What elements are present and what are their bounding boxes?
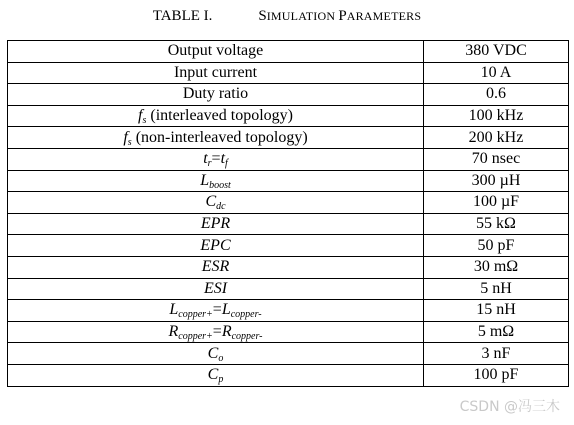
parameter-name — [8, 170, 424, 192]
parameter-value: 10 A — [424, 62, 569, 84]
parameter-name — [8, 127, 424, 149]
csdn-watermark: CSDN @冯三木 — [459, 399, 560, 415]
parameter-value: 380 VDC — [424, 41, 569, 63]
parameter-suffix: (interleaved topology) — [146, 107, 293, 125]
table-row — [8, 343, 569, 365]
table-row — [8, 213, 569, 235]
table-caption — [0, 7, 574, 25]
parameter-value: 100 kHz — [424, 105, 569, 127]
parameter-symbol-2: L — [221, 301, 231, 319]
parameter-subscript-2: copper- — [231, 331, 263, 343]
parameter-symbol-2: R — [221, 323, 232, 341]
parameter-symbol-2: t — [220, 150, 226, 168]
equals-sign: = — [212, 323, 222, 341]
parameter-subscript: p — [218, 374, 224, 386]
parameter-value: 70 nsec — [424, 148, 569, 170]
parameter-label: EPC — [200, 236, 231, 254]
parameter-symbol: f — [123, 128, 128, 146]
parameter-value: 30 mΩ — [424, 256, 569, 278]
table-row — [8, 148, 569, 170]
parameter-subscript: o — [218, 352, 224, 364]
parameter-label: EPR — [200, 215, 231, 233]
parameter-value: 3 nF — [424, 343, 569, 365]
parameter-name — [8, 148, 424, 170]
parameter-value: 15 nH — [424, 300, 569, 322]
parameter-subscript-2: f — [225, 158, 228, 170]
table-row — [8, 278, 569, 300]
table-row — [8, 364, 569, 386]
parameter-value: 100 pF — [424, 364, 569, 386]
parameter-name — [8, 84, 424, 106]
table-row — [8, 170, 569, 192]
parameter-name — [8, 62, 424, 84]
table-row — [8, 192, 569, 214]
parameter-name — [8, 105, 424, 127]
table-row — [8, 321, 569, 343]
parameter-symbol: C — [207, 366, 219, 384]
parameter-subscript: s — [127, 136, 132, 148]
table-row — [8, 105, 569, 127]
parameter-name — [8, 256, 424, 278]
parameter-name — [8, 364, 424, 386]
parameter-name — [8, 278, 424, 300]
equals-sign: = — [211, 150, 221, 168]
caption-title-initial-1: S — [258, 8, 267, 24]
parameter-value: 100 µF — [424, 192, 569, 214]
table-row — [8, 41, 569, 63]
simulation-parameters-table — [7, 40, 569, 387]
table-row — [8, 256, 569, 278]
equals-sign: = — [212, 301, 222, 319]
parameter-label: ESR — [201, 258, 230, 276]
parameter-symbol: R — [168, 323, 179, 341]
table-row — [8, 84, 569, 106]
parameter-label: Input current — [173, 63, 258, 81]
parameter-symbol: L — [169, 301, 179, 319]
parameter-symbol: f — [138, 107, 143, 125]
caption-title-rest-1: IMULATION — [266, 9, 339, 23]
table-row — [8, 62, 569, 84]
parameter-subscript: boost — [209, 179, 231, 191]
parameter-name — [8, 300, 424, 322]
parameter-name — [8, 41, 424, 63]
caption-title-initial-2: P — [338, 8, 347, 24]
parameter-value: 300 µH — [424, 170, 569, 192]
parameter-subscript: r — [207, 158, 212, 170]
parameter-name — [8, 192, 424, 214]
parameter-name — [8, 213, 424, 235]
parameter-name — [8, 321, 424, 343]
table-row — [8, 235, 569, 257]
table-row — [8, 300, 569, 322]
parameter-symbol: L — [200, 171, 210, 189]
parameter-symbol: C — [207, 344, 219, 362]
parameter-subscript: s — [142, 115, 147, 127]
parameter-label: ESI — [203, 279, 228, 297]
parameter-value: 5 nH — [424, 278, 569, 300]
parameter-value: 50 pF — [424, 235, 569, 257]
parameter-value: 200 kHz — [424, 127, 569, 149]
parameter-suffix: (non-interleaved topology) — [131, 128, 308, 146]
parameter-label: Output voltage — [167, 42, 264, 60]
parameter-value: 0.6 — [424, 84, 569, 106]
parameter-symbol: t — [203, 150, 208, 168]
parameter-subscript: copper+ — [178, 309, 213, 321]
table-number: TABLE I. — [152, 8, 213, 24]
parameter-name — [8, 343, 424, 365]
parameter-subscript-2: copper- — [230, 309, 262, 321]
parameter-symbol: C — [205, 193, 217, 211]
parameter-subscript: dc — [216, 201, 226, 213]
parameter-value: 5 mΩ — [424, 321, 569, 343]
parameter-label: Duty ratio — [182, 85, 249, 103]
table-row — [8, 127, 569, 149]
parameter-name — [8, 235, 424, 257]
caption-title-rest-2: ARAMETERS — [346, 9, 422, 23]
parameter-subscript: copper+ — [178, 331, 213, 343]
parameter-value: 55 kΩ — [424, 213, 569, 235]
